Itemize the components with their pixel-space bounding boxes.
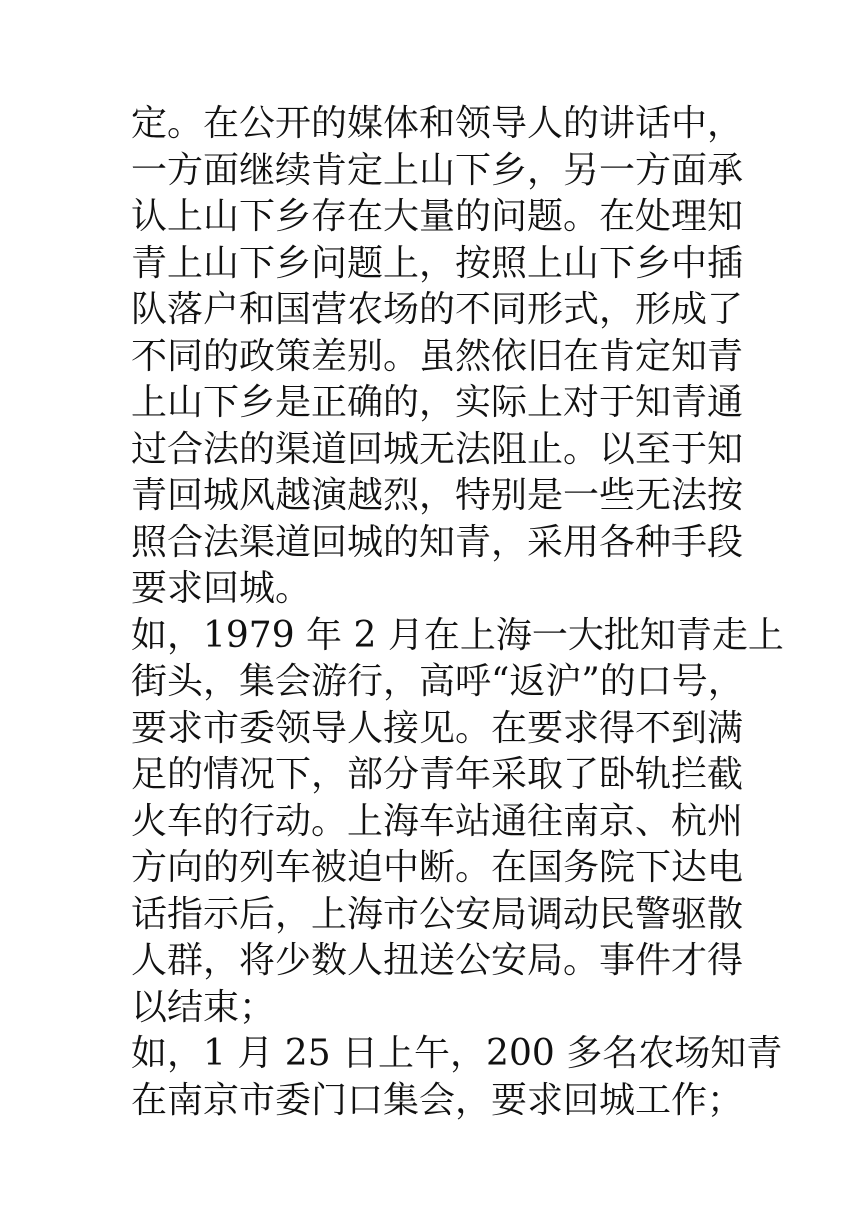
text-line: 队落户和国营农场的不同形式，形成了 xyxy=(131,289,744,330)
text-line: 要求市委领导人接见。在要求得不到满 xyxy=(131,707,744,749)
text-line: 足的情况下，部分青年采取了卧轨拦截 xyxy=(131,754,744,795)
text-line: 人群，将少数人扭送公安局。事件才得 xyxy=(131,940,744,981)
text-line: 照合法渠道回城的知青，采用各种手段 xyxy=(131,521,744,563)
text-line: 过合法的渠道回城无法阻止。以至于知 xyxy=(131,428,744,470)
text-line: 以结束； xyxy=(131,986,276,1028)
text-line: 如，1 月 25 日上午，200 多名农场知青 xyxy=(131,1033,783,1074)
text-line: 火车的行动。上海车站通往南京、杭州 xyxy=(131,800,744,842)
text-line: 认上山下乡存在大量的问题。在处理知 xyxy=(131,196,744,237)
text-line: 上山下乡是正确的，实际上对于知青通 xyxy=(131,382,744,423)
text-line: 定。在公开的媒体和领导人的讲话中， xyxy=(131,103,744,144)
text-line: 一方面继续肯定上山下乡，另一方面承 xyxy=(131,149,744,191)
text-line: 在南京市委门口集会，要求回城工作； xyxy=(131,1079,744,1121)
text-line: 街头，集会游行，高呼“返沪”的口号， xyxy=(131,661,744,702)
text-line: 如，1979 年 2 月在上海一大批知青走上 xyxy=(131,614,784,656)
text-line: 青上山下乡问题上，按照上山下乡中插 xyxy=(131,242,744,284)
text-line: 要求回城。 xyxy=(131,568,312,609)
text-line: 青回城风越演越烈，特别是一些无法按 xyxy=(131,475,744,516)
body-text xyxy=(131,101,784,1124)
text-line: 方向的列车被迫中断。在国务院下达电 xyxy=(131,847,744,888)
text-line: 不同的政策差别。虽然依旧在肯定知青 xyxy=(131,335,744,377)
text-line: 话指示后，上海市公安局调动民警驱散 xyxy=(131,893,744,935)
